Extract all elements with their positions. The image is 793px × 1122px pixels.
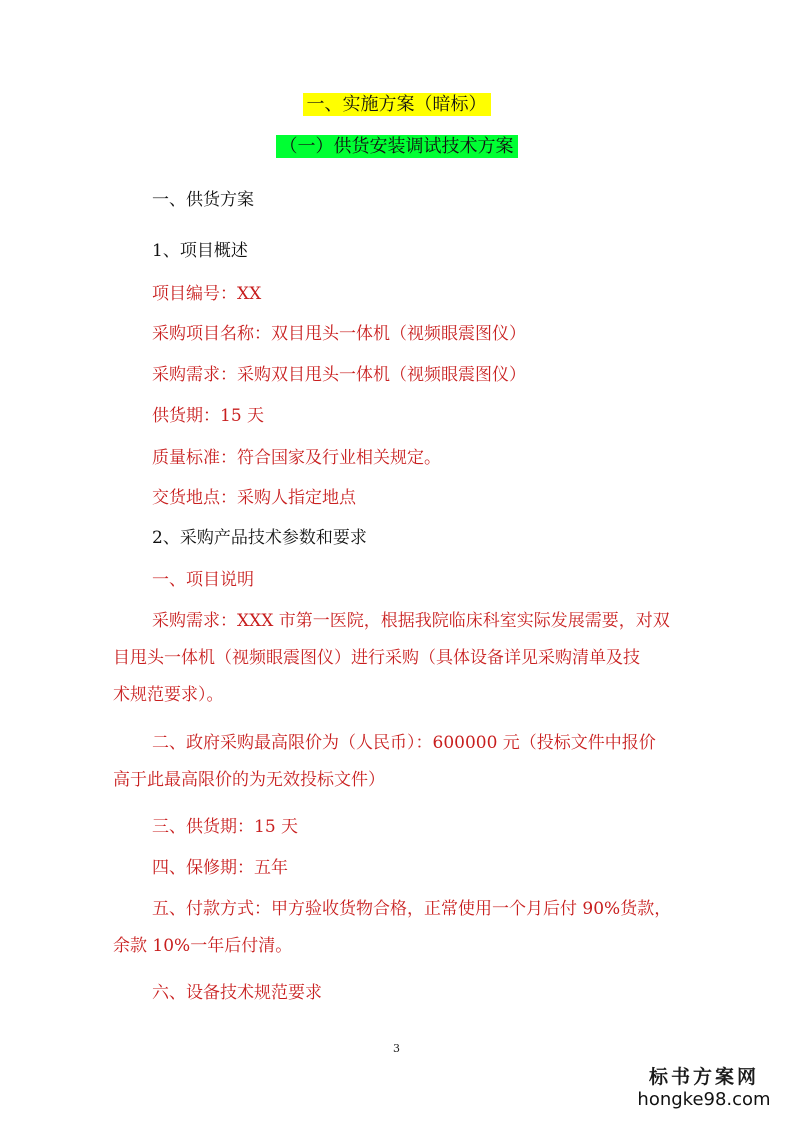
main-title-text: 一、实施方案（暗标） bbox=[303, 93, 491, 116]
main-title bbox=[0, 92, 793, 118]
paragraph-line: 术规范要求）。 bbox=[113, 685, 224, 705]
paragraph-line: 高于此最高限价的为无效投标文件） bbox=[113, 770, 385, 790]
section-supply-heading: 一、供货方案 bbox=[152, 190, 254, 210]
sub-title-text: （一）供货安装调试技术方案 bbox=[276, 135, 518, 158]
paragraph-line: 采购需求：XXX 市第一医院，根据我院临床科室实际发展需要，对双 bbox=[152, 611, 670, 631]
max-price-paragraph bbox=[113, 731, 713, 805]
watermark-url: hongke98.com bbox=[637, 1089, 771, 1110]
item-equipment-specs: 六、设备技术规范要求 bbox=[152, 983, 322, 1003]
tech-requirements-heading: 2、采购产品技术参数和要求 bbox=[152, 528, 367, 548]
paragraph-line: 五、付款方式：甲方验收货物合格，正常使用一个月后付 90%货款， bbox=[152, 899, 672, 919]
paragraph-line: 目甩头一体机（视频眼震图仪）进行采购（具体设备详见采购清单及技 bbox=[113, 648, 640, 668]
item-warranty-period: 四、保修期：五年 bbox=[152, 858, 288, 878]
project-number: 项目编号：XX bbox=[152, 284, 262, 304]
supply-period: 供货期：15 天 bbox=[152, 406, 265, 426]
page-number: 3 bbox=[393, 1042, 400, 1055]
delivery-place: 交货地点：采购人指定地点 bbox=[152, 488, 356, 508]
paragraph-line: 二、政府采购最高限价为（人民币）：600000 元（投标文件中报价 bbox=[152, 733, 656, 753]
paragraph-line: 余款 10%一年后付清。 bbox=[113, 936, 293, 956]
project-name: 采购项目名称：双目甩头一体机（视频眼震图仪） bbox=[152, 324, 526, 344]
project-description-paragraph bbox=[113, 609, 713, 720]
item-project-description: 一、项目说明 bbox=[152, 570, 254, 590]
procurement-requirement: 采购需求：采购双目甩头一体机（视频眼震图仪） bbox=[152, 365, 526, 385]
sub-title bbox=[0, 134, 793, 160]
site-watermark bbox=[629, 1066, 779, 1112]
watermark-chinese: 标书方案网 bbox=[648, 1066, 759, 1088]
overview-heading: 1、项目概述 bbox=[152, 241, 248, 261]
quality-standard: 质量标准：符合国家及行业相关规定。 bbox=[152, 448, 441, 468]
item-supply-period: 三、供货期：15 天 bbox=[152, 817, 299, 837]
payment-terms-paragraph bbox=[113, 897, 713, 971]
